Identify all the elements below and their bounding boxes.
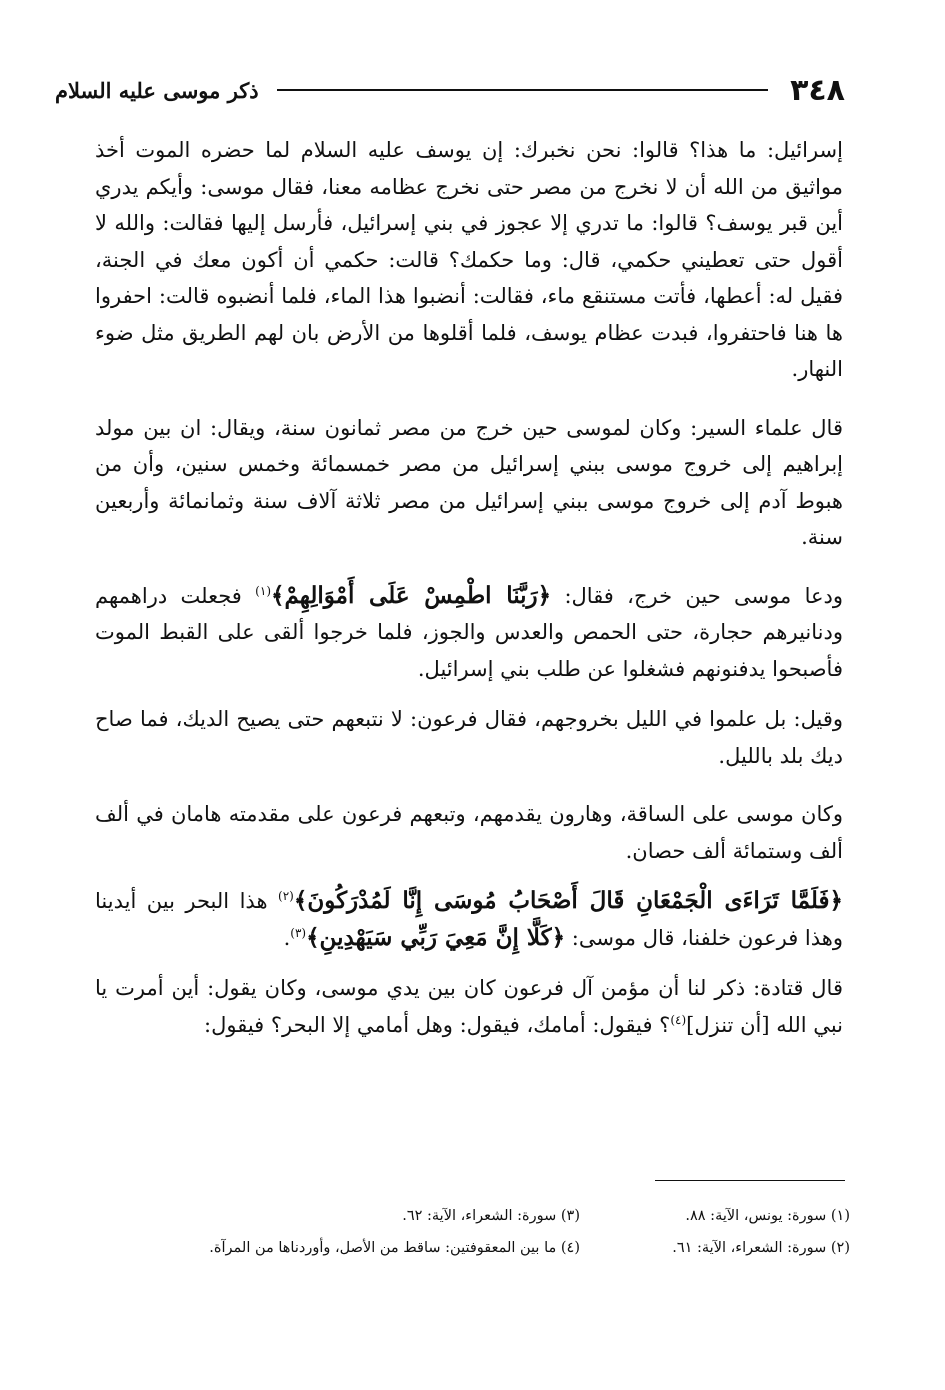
paragraph-text: وكان موسى على الساقة، وهارون يقدمهم، وتبعهم فرعون على مقدمته هامان في ألف ألف وستمائة ألف حصان. <box>95 802 843 863</box>
paragraph <box>95 883 843 956</box>
footnote-reference: (٢) <box>278 889 294 903</box>
running-title: ذكر موسى عليه السلام <box>55 77 259 103</box>
quran-verse: ﴿كَلَّا إِنَّ مَعِيَ رَبِّي سَيَهْدِينِ﴾ <box>306 923 566 951</box>
header-rule <box>277 89 768 91</box>
page-number: ٣٤٨ <box>790 72 845 108</box>
paragraph-text: إسرائيل: ما هذا؟ قالوا: نحن نخبرك: إن يوسف عليه السلام لما حضره الموت أخذ مواثيق من الله أن لا نخرج من مصر حتى نخرج عظامه معنا، فقال موسى: وأيكم يدري أين قبر يوسف؟ قالوا: ما تدري إلا عجوز في بني إسرائيل، فأرسل إليها فقالت: والله لا أقول حتى تعطيني حكمي، قال: وما حكمك؟ قالت: حكمي أن أكون معك في الجنة، فقيل له: أعطها، فأتت مستنقع ماء، فقالت: أنضبوا هذا الماء، فلما أنضبوه قالت: احفروا ها هنا فاحتفروا، فبدت عظام يوسف، فلما أقلوها من الأرض بان لهم الطريق مثل ضوء النهار. <box>95 138 843 381</box>
footnote: (٣) سورة: الشعراء، الآية: ٦٢. <box>402 1208 580 1224</box>
quran-verse: ﴿رَبَّنَا اطْمِسْ عَلَى أَمْوَالِهِمْ﴾ <box>271 581 552 609</box>
paragraph <box>95 132 843 388</box>
paragraph-text: قال علماء السير: وكان لموسى حين خرج من مصر ثمانون سنة، ويقال: ان بين مولد إبراهيم إلى خروج موسى ببني إسرائيل من مصر خمسمائة وخمس سنين، وأن من هبوط آدم إلى خروج موسى ببني إسرائيل من مصر ثلاثة آلاف سنة وثمانمائة وأربعين سنة. <box>95 415 843 549</box>
main-text <box>95 132 843 1065</box>
footnote-reference: (٤) <box>670 1012 687 1027</box>
paragraph-text: وقيل: بل علموا في الليل بخروجهم، فقال فرعون: لا نتبعهم حتى يصيح الديك، فما صاح ديك بلد بالليل. <box>95 707 843 768</box>
paragraph-text: هذا البحر بين أيدينا وهذا فرعون خلفنا، قال موسى: <box>95 889 843 950</box>
paragraph <box>95 410 843 556</box>
footnote-rule <box>655 1180 845 1181</box>
paragraph <box>95 796 843 869</box>
paragraph-text: فجعلت دراهمهم ودنانيرهم حجارة، حتى الحمص والعدس والجوز، فلما خرجوا ألقى على القبط الموت فأصبحوا يدفنونهم فشغلوا عن طلب بني إسرائيل. <box>95 583 843 681</box>
footnote: (١) سورة: يونس، الآية: ٨٨. <box>685 1208 850 1224</box>
paragraph <box>95 970 843 1043</box>
footnote: (٤) ما بين المعقوفتين: ساقط من الأصل، وأوردناها من المرآة. <box>209 1240 580 1256</box>
footnote: (٢) سورة: الشعراء، الآية: ٦١. <box>672 1240 850 1256</box>
page-header <box>55 70 845 110</box>
paragraph-text: ؟ فيقول: أمامك، فيقول: وهل أمامي إلا البحر؟ فيقول: <box>204 1012 671 1037</box>
paragraph-text: . <box>283 925 291 950</box>
footnote-reference: (٣) <box>290 925 307 940</box>
paragraph-text: قال قتادة: ذكر لنا أن مؤمن آل فرعون كان بين يدي موسى، وكان يقول: أين أمرت يا نبي الله [أن تنزل] <box>95 976 843 1037</box>
paragraph <box>95 578 843 688</box>
quran-verse: ﴿فَلَمَّا تَرَاءَى الْجَمْعَانِ قَالَ أَصْحَابُ مُوسَى إِنَّا لَمُدْرَكُونَ﴾ <box>293 887 844 914</box>
paragraph <box>95 701 843 774</box>
footnotes <box>90 1203 850 1261</box>
footnote-reference: (١) <box>255 583 271 598</box>
paragraph-text: ودعا موسى حين خرج، فقال: <box>551 583 843 608</box>
